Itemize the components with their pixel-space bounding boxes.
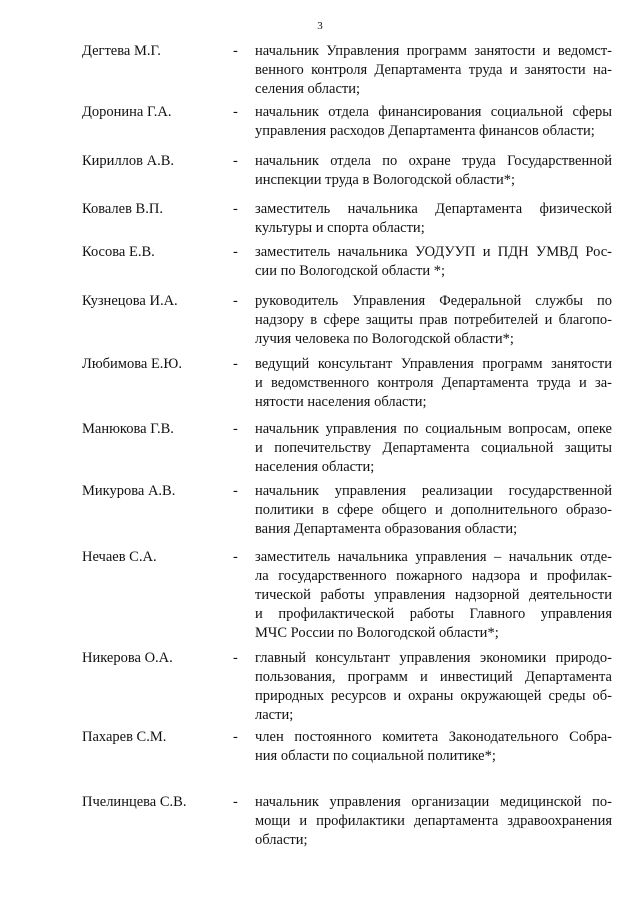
- position-line: ния области по социальной политике*;: [255, 748, 496, 764]
- position-line: сии по Вологодской области *;: [255, 263, 445, 279]
- member-dash: -: [233, 483, 238, 499]
- member-entry: [82, 243, 612, 281]
- member-entry: [82, 420, 612, 477]
- position-line: начальник управления организации медицинской по-: [255, 794, 612, 810]
- member-position: [255, 482, 612, 539]
- position-line: и профилактической работы Главного управления: [255, 606, 612, 622]
- position-line: ведущий консультант Управления программ занятости: [255, 356, 612, 372]
- member-dash: -: [233, 421, 238, 437]
- position-line: начальник управления по социальным вопросам, опеке: [255, 421, 612, 437]
- position-line: начальник отдела финансирования социальной сферы: [255, 104, 612, 120]
- member-entry: [82, 482, 612, 539]
- position-line: ла государственного пожарного надзора и профилак-: [255, 568, 612, 584]
- position-line: и попечительству Департамента социальной защиты: [255, 440, 612, 456]
- member-position: [255, 355, 612, 412]
- position-line: начальник отдела по охране труда Государственной: [255, 153, 612, 169]
- member-entry: [82, 793, 612, 850]
- member-name: Доронина Г.А.: [82, 104, 172, 120]
- member-name: Никерова О.А.: [82, 650, 173, 666]
- member-entry: [82, 200, 612, 238]
- member-position: [255, 152, 612, 190]
- member-dash: -: [233, 104, 238, 120]
- member-position: [255, 42, 612, 99]
- position-line: руководитель Управления Федеральной службы по: [255, 293, 612, 309]
- position-line: ласти;: [255, 707, 294, 723]
- position-line: начальник управления реализации государственной: [255, 483, 612, 499]
- member-entry: [82, 728, 612, 766]
- member-position: [255, 548, 612, 643]
- member-dash: -: [233, 153, 238, 169]
- position-line: культуры и спорта области;: [255, 220, 425, 236]
- member-dash: -: [233, 729, 238, 745]
- member-dash: -: [233, 43, 238, 59]
- position-line: заместитель начальника управления – начальник отде-: [255, 549, 612, 565]
- member-entry: [82, 152, 612, 190]
- page-number: 3: [317, 20, 323, 32]
- member-dash: -: [233, 201, 238, 217]
- position-line: населения области;: [255, 459, 375, 475]
- position-line: начальник Управления программ занятости и ведомст-: [255, 43, 612, 59]
- position-line: и ведомственного контроля Департамента труда и за-: [255, 375, 612, 391]
- member-entry: [82, 103, 612, 141]
- position-line: области;: [255, 832, 308, 848]
- member-name: Ковалев В.П.: [82, 201, 163, 217]
- position-line: инспекции труда в Вологодской области*;: [255, 172, 516, 188]
- position-line: член постоянного комитета Законодательного Собра-: [255, 729, 612, 745]
- member-position: [255, 793, 612, 850]
- member-dash: -: [233, 244, 238, 260]
- position-line: природных ресурсов и охраны окружающей среды об-: [255, 688, 612, 704]
- position-line: нятости населения области;: [255, 394, 427, 410]
- position-line: мощи и профилактики департамента здравоохранения: [255, 813, 612, 829]
- member-position: [255, 649, 612, 725]
- member-dash: -: [233, 794, 238, 810]
- position-line: венного контроля Департамента труда и занятости на-: [255, 62, 612, 78]
- member-entry: [82, 548, 612, 643]
- member-entry: [82, 355, 612, 412]
- member-name: Кириллов А.В.: [82, 153, 175, 169]
- position-line: селения области;: [255, 81, 361, 97]
- member-name: Кузнецова И.А.: [82, 293, 178, 309]
- member-position: [255, 420, 612, 477]
- position-line: вания Департамента образования области;: [255, 521, 518, 537]
- member-entry: [82, 42, 612, 99]
- member-name: Любимова Е.Ю.: [82, 356, 182, 372]
- position-line: МЧС России по Вологодской области*;: [255, 625, 499, 641]
- position-line: надзору в сфере защиты прав потребителей и благопо-: [255, 312, 612, 328]
- member-name: Дегтева М.Г.: [82, 43, 161, 59]
- member-dash: -: [233, 356, 238, 372]
- member-name: Манюкова Г.В.: [82, 421, 174, 437]
- position-line: тической работы управления надзорной деятельности: [255, 587, 612, 603]
- member-name: Микурова А.В.: [82, 483, 176, 499]
- member-position: [255, 243, 612, 281]
- member-position: [255, 200, 612, 238]
- position-line: заместитель начальника УОДУУП и ПДН УМВД Рос-: [255, 244, 612, 260]
- member-name: Пахарев С.М.: [82, 729, 167, 745]
- member-dash: -: [233, 293, 238, 309]
- position-line: главный консультант управления экономики природо-: [255, 650, 612, 666]
- member-dash: -: [233, 549, 238, 565]
- member-position: [255, 728, 612, 766]
- member-position: [255, 292, 612, 349]
- member-entry: [82, 649, 612, 725]
- position-line: управления расходов Департамента финансов области;: [255, 123, 595, 139]
- member-entry: [82, 292, 612, 349]
- member-name: Косова Е.В.: [82, 244, 155, 260]
- member-name: Пчелинцева С.В.: [82, 794, 187, 810]
- position-line: политики в сфере общего и дополнительного образо-: [255, 502, 612, 518]
- member-name: Нечаев С.А.: [82, 549, 157, 565]
- position-line: пользования, программ и инвестиций Департамента: [255, 669, 612, 685]
- member-position: [255, 103, 612, 141]
- position-line: заместитель начальника Департамента физической: [255, 201, 612, 217]
- member-dash: -: [233, 650, 238, 666]
- position-line: лучия человека по Вологодской области*;: [255, 331, 514, 347]
